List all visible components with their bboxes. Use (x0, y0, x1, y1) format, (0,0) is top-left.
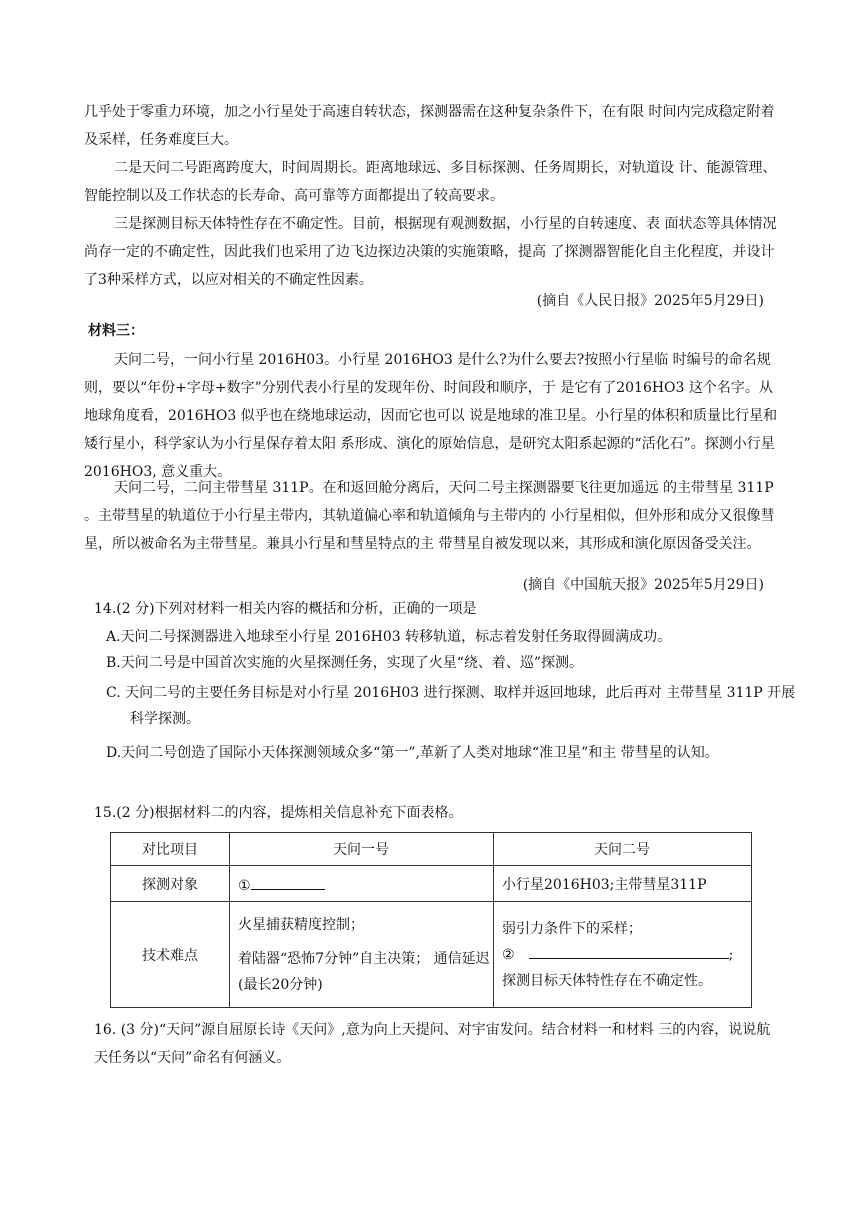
question-14-option-a: A.天问二号探测器进入地球至小行星 2016H03 转移轨道，标志着发射任务取得圆满成功。 (106, 629, 672, 645)
source-citation-2: (摘自《人民日报》2025年5月29日) (536, 293, 764, 309)
paragraph-difficulty-2: 二是天问二号距离跨度大，时间周期长。距离地球远、多目标探测、任务周期长，对轨道设 计、能源管理、智能控制以及工作状态的长寿命、高可靠等方面都提出了较高要求。 (84, 160, 777, 204)
table-header-tianwen1: 天问一号 (230, 833, 494, 866)
table-row-target (111, 866, 752, 902)
question-16-stem: 16. (3 分)“天问”源自屈原长诗《天问》,意为向上天提问、对宇宙发问。结合材料一和材料 三的内容，说说航天任务以“天问”命名有何涵义。 (94, 1022, 771, 1066)
material-3-paragraph-1: 天问二号，一问小行星 2016H03。小行星 2016HO3 是什么?为什么要去?按照小行星临 时编号的命名规则，要以“年份+字母+数字”分别代表小行星的发现年份、时间段和顺序，于 是它有了2016HO3 这个名字。从地球角度看，2016HO3 似乎也在绕地球运动，因而它也可以 说是地球的准卫星。小行星的体积和质量比行星和矮行星小，科学家认为小行星保存着太阳 系形成、演化的原始信息，是研究太阳系起源的“活化石”。探测小行星 2016HO3, 意义重大。 (84, 352, 778, 480)
blank-2-underline (529, 942, 729, 959)
table-header-tianwen2: 天问二号 (494, 833, 752, 866)
question-14-option-d: D.天问二号创造了国际小天体探测领域众多“第一”,革新了人类对地球“准卫星”和主 带彗星的认知。 (106, 745, 719, 761)
difficulty-tianwen1 (230, 902, 494, 1008)
blank-1-marker: ① (238, 878, 251, 894)
difficulty-t1-line-2: 着陆器“恐怖7分钟”自主决策； 通信延迟(最长20分钟) (238, 950, 490, 993)
blank-1-underline (251, 873, 325, 890)
difficulty-tianwen2 (494, 902, 752, 1008)
question-14-option-c: C. 天问二号的主要任务目标是对小行星 2016H03 进行探测、取样并返回地球，此后再对 主带彗星 311P 开展科学探测。 (106, 685, 796, 727)
material-3-paragraph-2: 天问二号，二问主带彗星 311P。在和返回舱分离后，天问二号主探测器要飞往更加遥远 的主带彗星 311P 。主带彗星的轨道位于小行星主带内，其轨道偏心率和轨道倾角与主带内的 小行星相似，但外形和成分又很像彗星，所以被命名为主带彗星。兼具小行星和彗星特点的主 带彗星自被发现以来，其形成和演化原因备受关注。 (84, 480, 775, 552)
source-citation-3: (摘自《中国航天报》2025年5月29日) (522, 577, 764, 593)
material-3-heading: 材料三： (88, 323, 144, 339)
table-header-item: 对比项目 (111, 833, 230, 866)
answer-blank-2[interactable] (502, 942, 750, 968)
row-label-target: 探测对象 (111, 866, 230, 902)
question-14-stem: 14.(2 分)下列对材料一相关内容的概括和分析，正确的一项是 (94, 601, 477, 617)
table-header-row (111, 833, 752, 866)
row-label-difficulty: 技术难点 (111, 902, 230, 1008)
paragraph-difficulty-3: 三是探测目标天体特性存在不确定性。目前，根据现有观测数据，小行星的自转速度、表 面状态等具体情况尚存一定的不确定性，因此我们也采用了边飞边探边决策的实施策略，提高 了探测器智能化自主化程度，并设计了3种采样方式，以应对相关的不确定性因素。 (84, 216, 777, 288)
question-14-option-b: B.天问二号是中国首次实施的火星探测任务，实现了火星“绕、着、巡”探测。 (106, 655, 584, 671)
paragraph-continued: 几乎处于零重力环境，加之小行星处于高速自转状态，探测器需在这种复杂条件下，在有限 时间内完成稳定附着及采样，任务难度巨大。 (84, 104, 775, 148)
target-tianwen2: 小行星2016H03;主带彗星311P (494, 866, 752, 902)
difficulty-t2-line-1: 弱引力条件下的采样； (502, 920, 642, 937)
blank-2-suffix: ; (728, 946, 734, 963)
comparison-table (110, 832, 752, 1008)
table-row-difficulty (111, 902, 752, 1008)
difficulty-t1-line-1: 火星捕获精度控制； (238, 916, 364, 933)
question-15-stem: 15.(2 分)根据材料二的内容，提炼相关信息补充下面表格。 (94, 805, 463, 821)
blank-2-marker: ② (502, 946, 515, 963)
difficulty-t2-line-3: 探测目标天体特性存在不确定性。 (502, 972, 712, 989)
answer-blank-1[interactable] (230, 866, 494, 902)
